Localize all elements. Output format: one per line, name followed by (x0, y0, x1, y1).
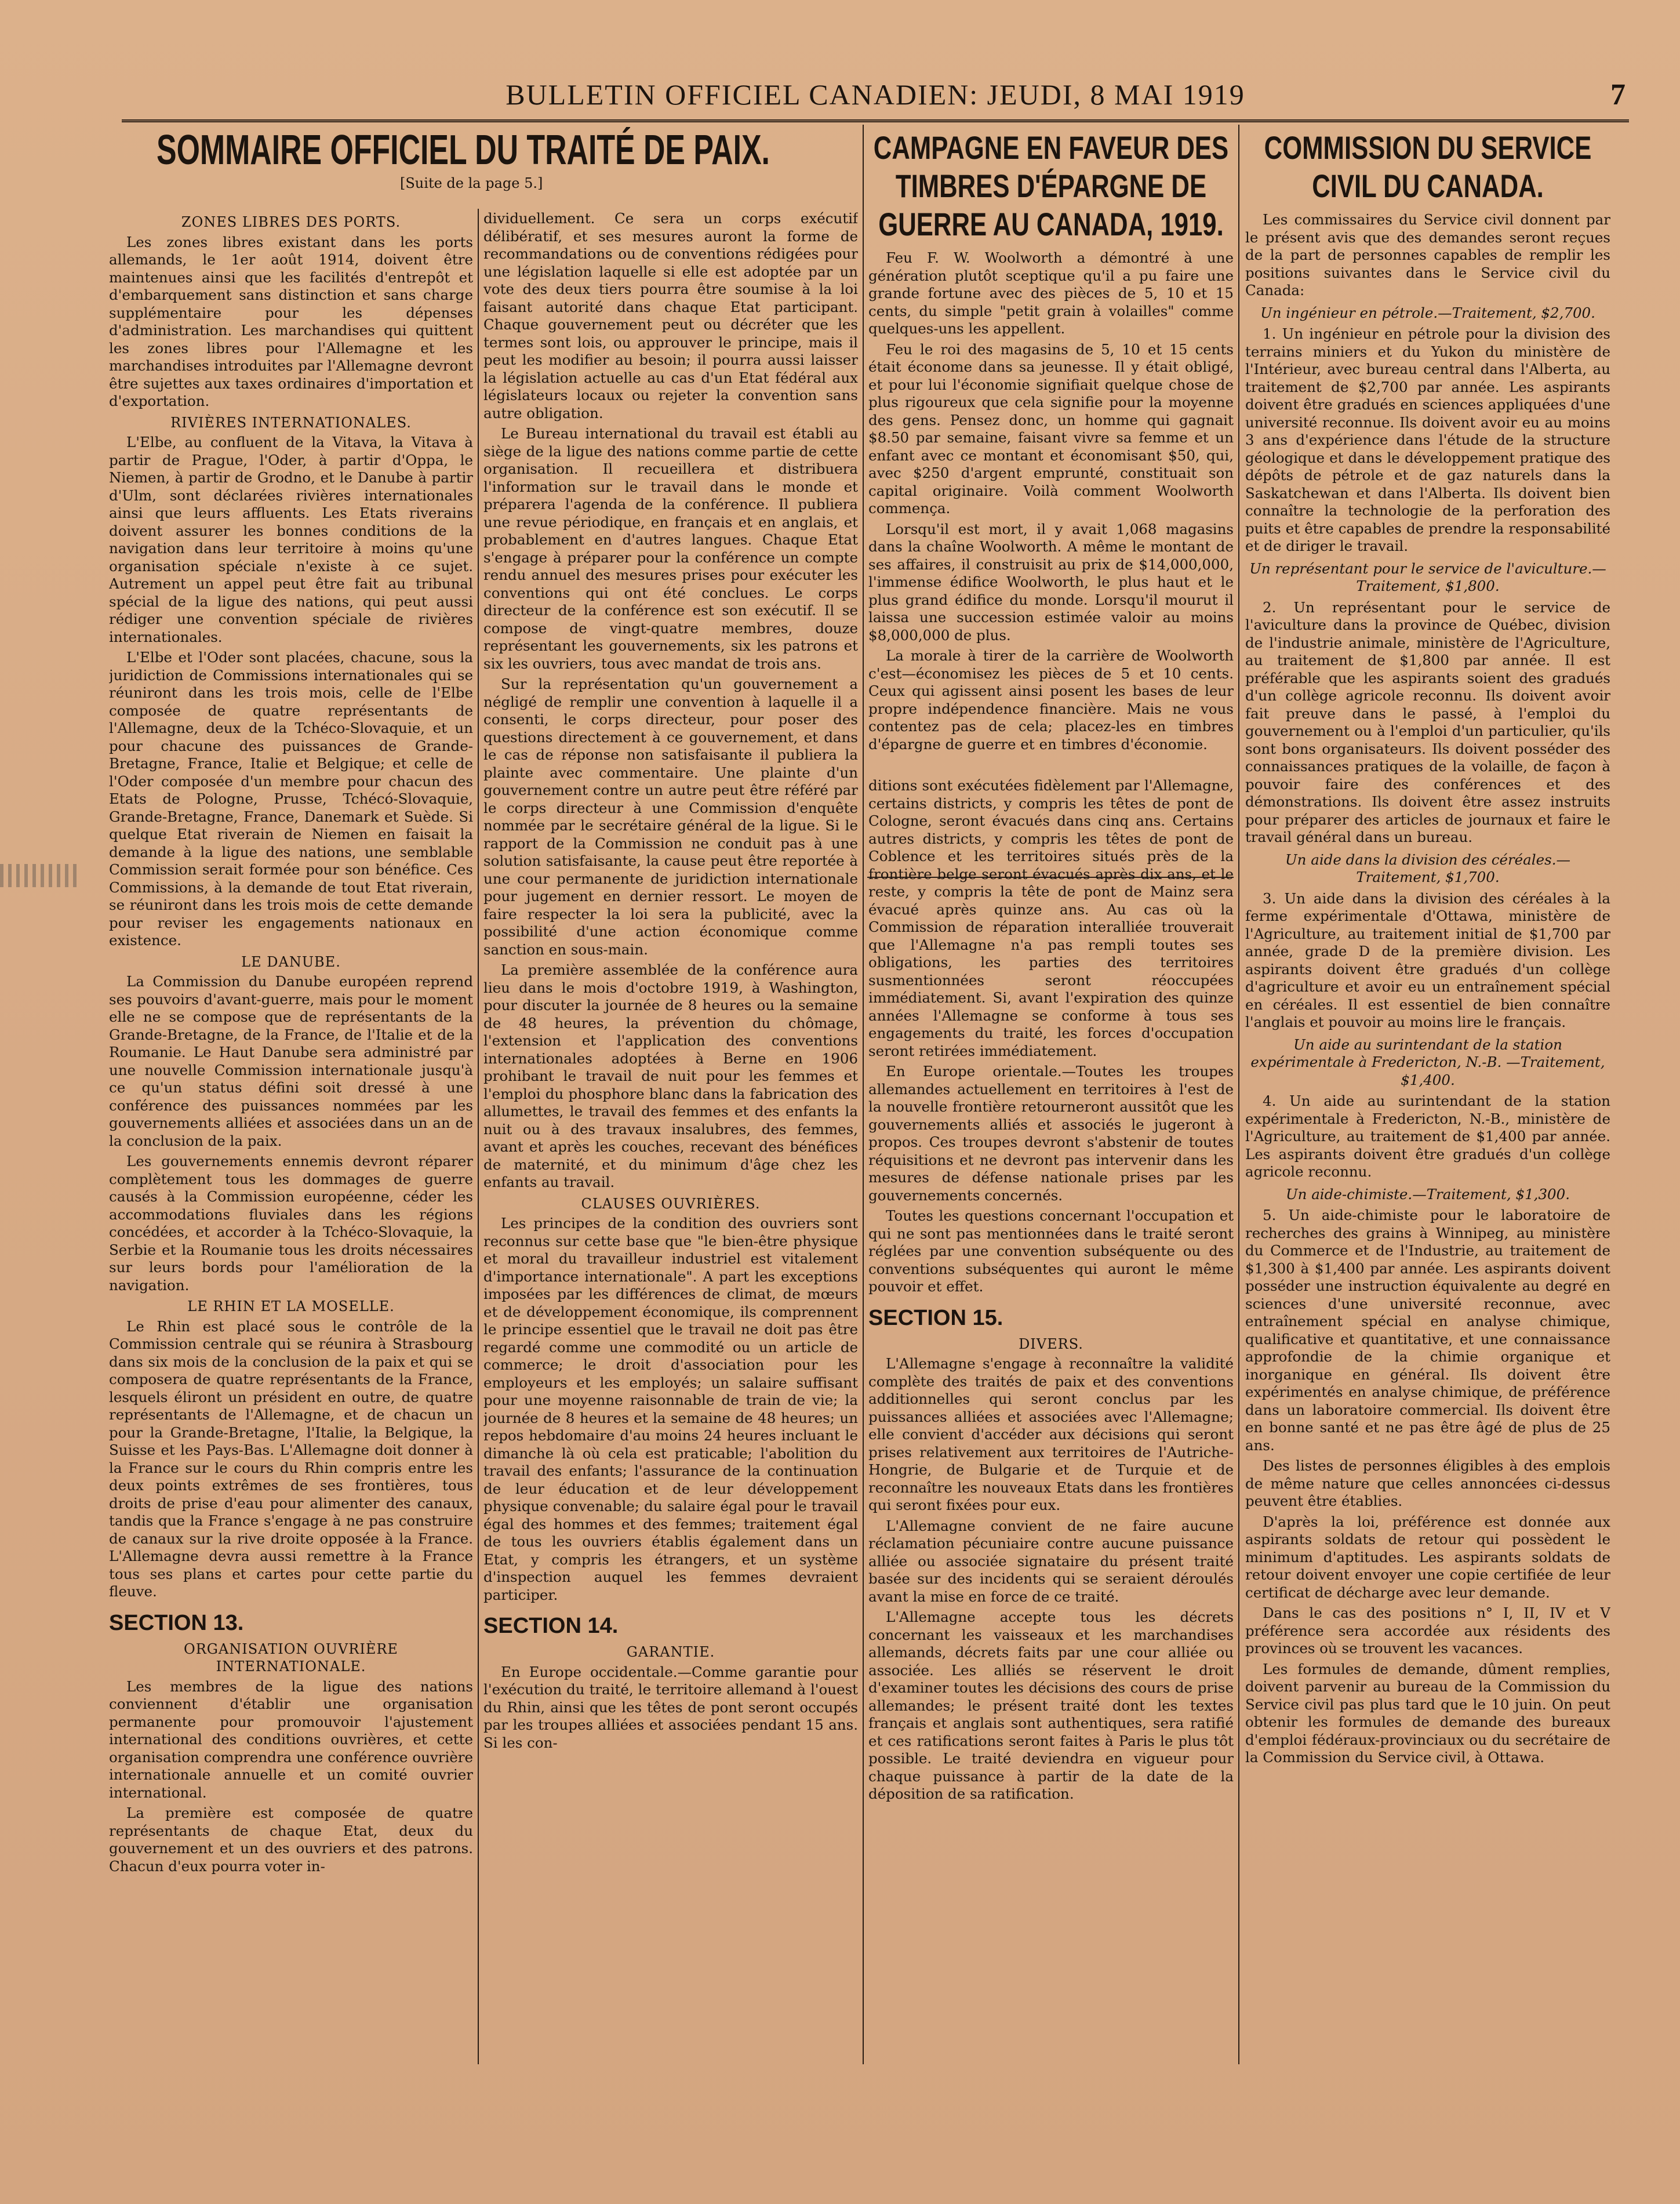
column-rule (478, 209, 479, 2064)
paragraph: L'Allemagne accepte tous les décrets concernant les vaisseaux et les marchandises allemands, décrets faits par une cour alliée ou associée. Les alliés se réservent le droit d'examiner toutes les décisions des cours de prise allemandes; le présent traité dont les textes français et anglais sont authentiques, sera ratifié et ces ratifications seront faites à Paris le plus tôt possible. Le traité deviendra en vigueur pour chaque puissance à partir de la date de la déposition de sa ratification. (868, 1608, 1234, 1802)
paragraph: dividuellement. Ce sera un corps exécutif délibératif, et ses mesures auront la forme de recommandations ou de conventions rédigées pour une législation laquelle si elle est adoptée par un vote des deux tiers pourra être soumise à la loi faisant autorité dans chaque Etat participant. Chaque gouvernement peut ou décréter que les termes sont lois, ou approuver le principe, mais il peut les modifier au besoin; il pourra aussi laisser la législation actuelle au cas d'un Etat fédéral aux législateurs locaux ou rejeter la convention sans autre obligation. (483, 210, 858, 422)
subhead-rivieres: RIVIÈRES INTERNATIONALES. (170, 414, 412, 431)
subhead-clauses: CLAUSES OUVRIÈRES. (581, 1195, 761, 1212)
page-header (122, 74, 1629, 122)
paragraph: La morale à tirer de la carrière de Woolworth c'est—économisez les pièces de 5 et 10 cents. Ceux qui agissent ainsi posent les bases de leur propre indépendence financière. Mais ne vous contentez pas de cela; placez-les en timbres d'épargne de guerre et en timbres d'économie. (868, 647, 1234, 753)
position-heading: Un aide dans la division des céréales.—Traitement, $1,700. (1285, 851, 1570, 885)
paragraph: 5. Un aide-chimiste pour le laboratoire de recherches des grains à Winnipeg, au ministère du Commerce et de l'Industrie, au traitement de $1,300 à $1,400 par année. Les aspirants doivent posséder une instruction équivalente au degré en sciences d'une université reconnue, avec entraînement spécial en analyse chimique, qualificative et quantitative, et une connaissance approfondie de la chimie organique et inorganique en général. Ils doivent être expérimentés en analyse chimique, de préférence dans un laboratoire commercial. Ils doivent être en bonne santé et ne pas être âgé de plus de 25 ans. (1245, 1207, 1610, 1454)
page-number: 7 (1610, 78, 1626, 111)
column-rule (863, 125, 864, 2064)
campaign-title: CAMPAGNE EN FAVEUR DES TIMBRES D'ÉPARGNE DE GUERRE AU CANADA, 1919. (873, 129, 1229, 242)
paragraph: 2. Un représentant pour le service de l'aviculture dans la province de Québec, division de l'industrie animale, ministère de l'Agriculture, au traitement de $1,800 par année. Il est préférable que les aspirants soient des gradués d'un collège agricole reconnu. Ils doivent avoir fait preuve dans le passé, à l'emploi du gouvernement ou à l'emploi d'un particulier, qu'ils sont bons organisateurs. Ils doivent posséder des connaissances pratiques de la volaille, de façon à pouvoir faire des conférences et des démonstrations. Ils doivent être assez instruits pour préparer des articles de journaux et faire le travail général dans un bureau. (1245, 598, 1610, 845)
subhead-garantie: GARANTIE. (626, 1644, 715, 1660)
paragraph: En Europe occidentale.—Comme garantie pour l'exécution du traité, le territoire allemand à l'ouest du Rhin, ainsi que les têtes de pont seront occupés par les troupes alliées et associées pendant 15 ans. Si les con- (483, 1663, 858, 1751)
position-heading: Un aide au surintendant de la station expérimentale à Fredericton, N.-B. —Traitement, $1,400. (1250, 1036, 1605, 1088)
paragraph: 1. Un ingénieur en pétrole pour la division des terrains miniers et du Yukon du ministère de l'Intérieur, avec bureau central dans l'Alberta, au traitement de $2,700 par année. Les aspirants doivent être gradués en sciences appliquées d'une université reconnue. Ils doivent avoir eu au moins 3 ans d'expérience dans l'étude de la structure géologique et dans le développement pratique des dépôts de pétrole et de gaz naturels dans la Saskatchewan et dans l'Alberta. Ils doivent bien connaître la technologie de la perforation des puits et être capables de prendre la responsabilité et de diriger le travail. (1245, 325, 1610, 554)
paragraph: Le Rhin est placé sous le contrôle de la Commission centrale qui se réunira à Strasbourg dans six mois de la conclusion de la paix et qui se composera de quatre représentants de la France, lesquels éliront un président en outre, de quatre représentants de l'Allemagne, et de chacun un pour la Grande-Bretagne, l'Italie, la Belgique, la Suisse et les Pays-Bas. L'Allemagne doit donner à la France sur le cours du Rhin compris entre les deux points extrêmes de ses frontières, tous droits de prise d'eau pour alimenter des canaux, tandis que la France s'engage à ne pas construire de canaux sur la rive droite opposée à la France. L'Allemagne devra aussi remettre à la France tous ses plans et cartes pour cette partie du fleuve. (109, 1317, 473, 1600)
paragraph: Les zones libres existant dans les ports allemands, le 1er août 1914, doivent être maintenues ainsi que les facilités d'entrepôt et d'embarquement sans distinction et sans charge supplémentaire pour les dépenses d'administration. Les marchandises qui quittent les zones libres pour l'Allemagne et les marchandises introduites par l'Allemagne devront être sujettes aux taxes ordinaires d'importation et d'exportation. (109, 233, 473, 409)
subhead-danube: LE DANUBE. (241, 953, 341, 970)
paragraph: 4. Un aide au surintendant de la station expérimentale à Fredericton, N.-B., ministère de l'Agriculture, au traitement de $1,400 par année. Les aspirants doivent être gradués d'un collège agricole reconnu. (1245, 1092, 1610, 1180)
paragraph: Le Bureau international du travail est établi au siège de la ligue des nations comme partie de cette organisation. Il recueillera et distribuera l'information sur le travail dans le monde et préparera l'agenda de la conférence. Il publiera une revue périodique, en français et en anglais, et probablement en d'autres langues. Chaque Etat s'engage à préparer pour la conférence un compte rendu annuel des mesures prises pour exécuter les conventions qui ont été conclues. Le corps directeur de la conférence est son exécutif. Il se compose de vingt-quatre membres, douze représentant les gouvernements, six les patrons et six les ouvriers, tous avec mandat de trois ans. (483, 425, 858, 672)
paragraph: Feu F. W. Woolworth a démontré à une génération plutôt sceptique qu'il a pu faire une grande fortune avec des pièces de 5, 10 et 15 cents, du simple "petit grain à volailles" comme quelques-uns les appellent. (868, 249, 1234, 337)
paragraph: 3. Un aide dans la division des céréales à la ferme expérimentale d'Ottawa, ministère de l'Agriculture, au traitement initial de $1,700 par année, grade D de la première division. Les aspirants doivent être gradués d'un collège d'agriculture et avoir eu un entraînement spécial en céréales. Il est essentiel de bien connaître l'anglais et pouvoir au moins lire le français. (1245, 889, 1610, 1030)
paragraph: Les membres de la ligue des nations conviennent d'établir une organisation permanente pour promouvoir l'ajustement international des conditions ouvrières, et cette organisation comprendra une conférence ouvrière internationale annuelle et un comité ouvrier international. (109, 1677, 473, 1801)
position-heading: Un aide-chimiste.—Traitement, $1,300. (1285, 1185, 1570, 1203)
paragraph: La première assemblée de la conférence aura lieu dans le mois d'octobre 1919, à Washington, pour discuter la journée de 8 heures ou la semaine de 48 heures, la prévention du chômage, l'extension et l'application des conventions internationales adoptées à Berne en 1906 prohibant le travail de nuit pour les femmes et l'emploi du phosphore blanc dans la fabrication des allumettes, le travail des femmes et des enfants la nuit ou à des travaux insalubres, des femmes, avant et après les couches, recevant des bénéfices de maternité, et du minimum d'âge chez les enfants au travail. (483, 961, 858, 1190)
position-heading: Un ingénieur en pétrole.—Traitement, $2,700. (1260, 304, 1595, 321)
paragraph: L'Elbe et l'Oder sont placées, chacune, sous la juridiction de Commissions internationales qui se réuniront dans les trois mois, celle de l'Elbe composée de quatre représentants de l'Allemagne, deux de la Tchéco-Slovaquie, et un pour chacune des puissances de Grande-Bretagne, France, Italie et Belgique; et celle de l'Oder composée d'un membre pour chacun des Etats de Pologne, Prusse, Tchécó-Slovaquie, Grande-Bretagne, France, Danemark et Suède. Si quelque Etat riverain de Niemen en faisait la demande à la ligue des nations, une semblable Commission serait formée pour son bénéfice. Ces Commissions, à la demande de tout Etat riverain, se réuniront dans les trois mois de cette demande pour reviser les engagements nationaux en existence. (109, 649, 473, 949)
paragraph: Les gouvernements ennemis devront réparer complètement tous les dommages de guerre causés à la Commission européenne, céder les accommodations fluviales dans les régions concédées, et accorder à la Tchéco-Slovaquie, la Serbie et la Roumanie tous les droits nécessaires sur leurs bords pour l'amélioration de la navigation. (109, 1153, 473, 1294)
column-4 (1245, 129, 1610, 2065)
subhead-organisation: ORGANISATION OUVRIÈRE INTERNATIONALE. (184, 1640, 398, 1675)
paragraph: Les formules de demande, dûment remplies, doivent parvenir au bureau de la Commission du Service civil pas plus tard que le 10 juin. On peut obtenir les formules de demande des bureaux d'emploi fédéraux-provinciaux ou du secrétaire de la Commission du Service civil, à Ottawa. (1245, 1660, 1610, 1766)
column-3 (868, 129, 1234, 2065)
subhead-divers: DIVERS. (1019, 1335, 1083, 1352)
subhead-rhin: LE RHIN ET LA MOSELLE. (187, 1298, 395, 1315)
paragraph: Dans le cas des positions n° I, II, IV et V préférence sera accordée aux résidents des provinces où se trouvent les vacances. (1245, 1604, 1610, 1657)
paragraph: Toutes les questions concernant l'occupation et qui ne sont pas mentionnées dans le traité seront réglées par une convention subséquente ou des conventions subséquentes qui auront le même pouvoir et effet. (868, 1207, 1234, 1295)
paragraph: Lorsqu'il est mort, il y avait 1,068 magasins dans la chaîne Woolworth. A même le montant de ses affaires, il construisit au prix de $14,000,000, l'immense édifice Woolworth, le plus haut et le plus grand édifice du monde. Lorsqu'il mourut il laissa une succession estimée valoir au moins $8,000,000 de plus. (868, 520, 1234, 644)
paragraph: L'Elbe, au confluent de la Vitava, la Vitava à partir de Prague, l'Oder, à partir d'Oppa, le Niemen, à partir de Grodno, et le Danube à partir d'Ulm, sont déclarées rivières internationales ainsi que leurs affluents. Les Etats riverains doivent assurer les bonnes conditions de la navigation dans leur territoire à moins qu'une organisation spéciale n'existe à ce sujet. Autrement un appel peut être fait au tribunal spécial de la ligue des nations, qui peut aussi rédiger une convention spéciale de rivières internationales. (109, 434, 473, 645)
continued-note: [Suite de la page 5.] (400, 175, 543, 191)
paragraph: Feu le roi des magasins de 5, 10 et 15 cents était économe dans sa jeunesse. Il y était obligé, et pour lui l'économie signifiait quelque chose de plus rigoureux que cela signifie pour la moyenne des gens. Pensez donc, un homme qui gagnait $8.50 par semaine, faisant vivre sa femme et un enfant avec ce montant et économisant $50, qui, avec $250 d'argent emprunté, constituait son capital originaire. Voilà comment Woolworth commença. (868, 340, 1234, 517)
paragraph: Des listes de personnes éligibles à des emplois de même nature que celles annoncées ci-dessus peuvent être établies. (1245, 1457, 1610, 1509)
page-smudge (0, 864, 81, 887)
paragraph: En Europe orientale.—Toutes les troupes allemandes actuellement en territoires à l'est de la nouvelle frontière retourneront aussitôt que les gouvernements alliés et associés le jugeront à propos. Ces troupes devront s'abstenir de toutes réquisitions et ne devront pas intervenir dans les mesures de défense nationale prises par les gouvernements concernés. (868, 1063, 1234, 1204)
paragraph: L'Allemagne convient de ne faire aucune réclamation pécuniaire contre aucune puissance alliée ou associée signataire du présent traité basée sur des incidents qui se seraient déroulés avant la mise en force de ce traité. (868, 1517, 1234, 1605)
paragraph: Les principes de la condition des ouvriers sont reconnus sur cette base que "le bien-être physique et moral du travailleur industriel est vitalement d'importance internationale". A part les exceptions imposées par les différences de climat, de mœurs et de développement économique, ils comprennent le principe essentiel que le travail ne doit pas être regardé comme une commodité ou un article de commerce; le droit d'association pour les employeurs et les employés; un salaire suffisant pour une moyenne raisonnable de train de vie; la journée de 8 heures et la semaine de 48 heures; un repos hebdomaire d'au moins 24 heures incluant le dimanche là où cela est praticable; l'abolition du travail des enfants; l'assurance de la continuation de leur éducation et de leur développement physique convenable; du salaire égal pour le travail égal des hommes et des femmes; traitement égal de tous les ouvriers établis également dans un Etat, y compris les étrangers, et un système d'inspection auquel les femmes devraient participer. (483, 1215, 858, 1603)
paragraph: ditions sont exécutées fidèlement par l'Allemagne, certains districts, y compris les têtes de pont de Cologne, seront évacués dans cinq ans. Certains autres districts, y compris les têtes de pont de Coblence et les territoires situés près de la frontière belge seront évacués après dix ans, et le reste, y compris la tête de pont de Mainz sera évacué après quinze ans. Au cas où la Commission de réparation interalliée trouverait que l'Allemagne n'a pas rempli toutes ses obligations, les parties des territoires susmentionnées seront réoccupées immédiatement. Si, avant l'expiration des quinze années l'Allemagne se conforme à tous ses engagements du traité, les forces d'occupation seront retirées immédiatement. (868, 777, 1234, 1059)
position-heading: Un représentant pour le service de l'aviculture.—Traitement, $1,800. (1249, 560, 1606, 594)
commission-title: COMMISSION DU SERVICE CIVIL DU CANADA. (1264, 129, 1592, 204)
paragraph: La première est composée de quatre représentants de chaque Etat, deux du gouvernement et un des ouvriers et des patrons. Chacun d'eux pourra voter in- (109, 1804, 473, 1875)
paragraph: L'Allemagne s'engage à reconnaître la validité complète des traités de paix et des conventions additionnelles qui seront conclus par les puissances alliées et associées avec l'Allemagne; elle convient d'accéder aux décisions qui seront prises relativement aux territoires de l'Autriche-Hongrie, de Bulgarie et de Turquie et de reconnaître les nouveaux Etats dans les frontières qui seront fixées pour eux. (868, 1355, 1234, 1513)
column-1 (109, 210, 473, 2065)
paragraph: Sur la représentation qu'un gouvernement a négligé de remplir une convention à laquelle il a consenti, le corps directeur, pour poser des questions directement à ce gouvernement, et dans le cas de réponse non satisfaisante il publiera la plainte avec commentaire. Une plainte d'un gouvernement contre un autre peut être référé par le corps directeur à une Commission d'enquête nommée par le secrétaire général de la ligue. Si le rapport de la Commission ne conduit pas à une solution satisfaisante, la cause peut être reportée à une cour permanente de juridiction internationale pour jugement en dernier ressort. Le moyen de faire respecter la loi sera la publicité, avec la possibilité d'une action économique comme sanction en sous-main. (483, 676, 858, 958)
section-13-heading: SECTION 13. (109, 1610, 244, 1635)
treaty-title-block (157, 128, 858, 197)
section-15-heading: SECTION 15. (868, 1305, 1003, 1330)
subhead-zones: ZONES LIBRES DES PORTS. (181, 214, 401, 230)
section-14-heading: SECTION 14. (483, 1614, 619, 1638)
column-rule (1238, 125, 1239, 2064)
header-title: BULLETIN OFFICIEL CANADIEN: JEUDI, 8 MAI 1919 (506, 78, 1245, 111)
column-2 (483, 210, 858, 2065)
paragraph: La Commission du Danube européen reprend ses pouvoirs d'avant-guerre, mais pour le moment elle ne se compose que de représentants de la Grande-Bretagne, de la France, de l'Italie et de la Roumanie. Le Haut Danube sera administré par une nouvelle Commission internationale jusqu'à ce qu'un status défini soit dressé à une conférence des puissances nommées par les gouvernements alliées et associées dans un an de la conclusion de la paix. (109, 973, 473, 1149)
treaty-title: SOMMAIRE OFFICIEL DU TRAITÉ DE PAIX. (157, 127, 770, 173)
paragraph: D'après la loi, préférence est donnée aux aspirants soldats de retour qui possèdent le minimum d'aptitudes. Les aspirants soldats de retour doivent envoyer une copie certifiée de leur certificat de décharge avec leur demande. (1245, 1513, 1610, 1601)
paragraph: Les commissaires du Service civil donnent par le présent avis que des demandes seront reçues de la part de personnes capables de remplir les positions suivantes dans le Service civil du Canada: (1245, 211, 1610, 299)
